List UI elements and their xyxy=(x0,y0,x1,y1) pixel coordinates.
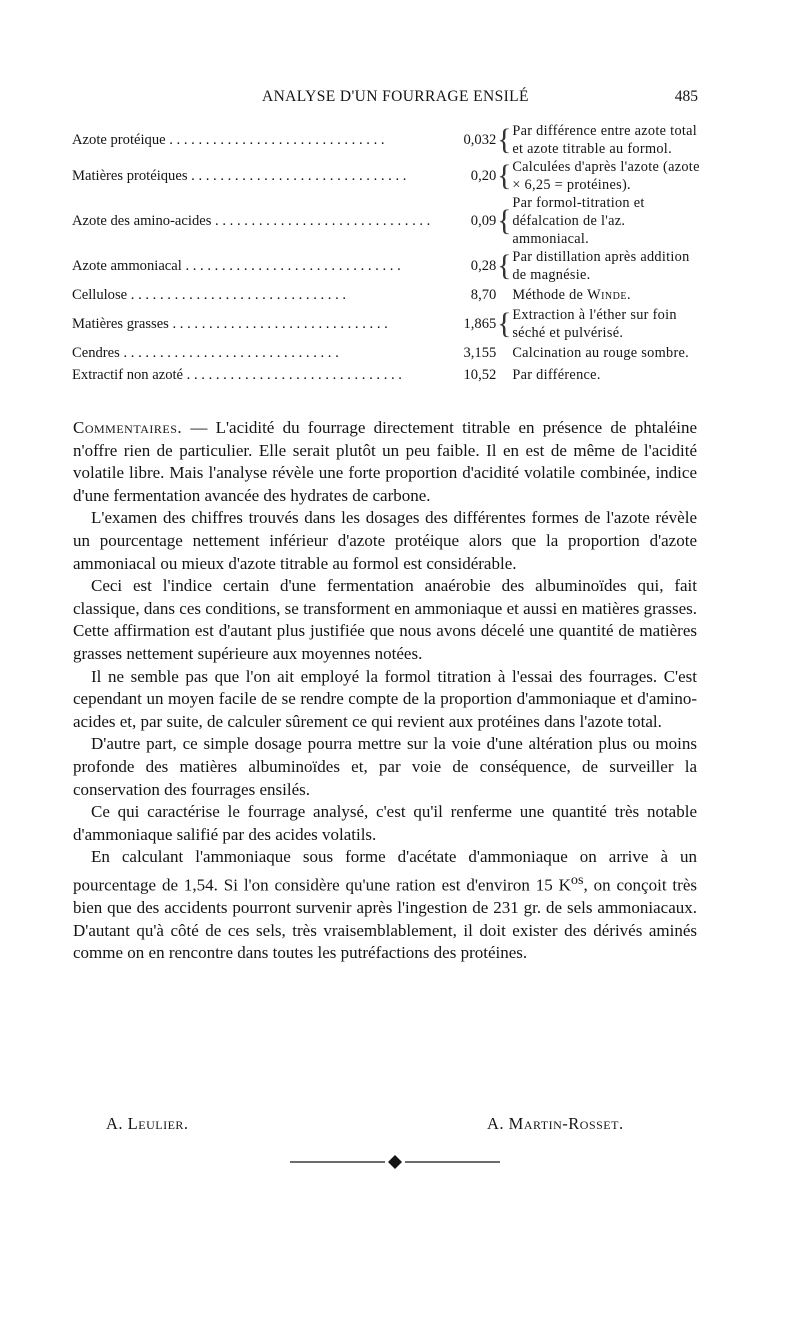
row-value: 8,70 xyxy=(470,287,497,303)
row-note: Extraction à l'éther sur foin séché et pulvérisé. xyxy=(512,307,677,341)
row-label: Cellulose . . . xyxy=(72,284,430,306)
row-note: Par formol-titration et défalcation de l'az. ammoniacal. xyxy=(512,195,645,247)
ornament-divider xyxy=(290,1150,500,1174)
analysis-table xyxy=(72,122,700,386)
row-note: Calcination au rouge sombre. xyxy=(512,345,690,361)
analysis-row xyxy=(72,158,700,194)
row-value: 0,09 xyxy=(470,213,497,229)
row-note: Méthode de Winde. xyxy=(512,287,631,303)
row-note: Par différence entre azote total et azote titrable au formol. xyxy=(512,123,698,157)
row-label: Extractif non azoté . . . xyxy=(72,364,430,386)
superscript: os xyxy=(570,871,584,888)
paragraph: Ce qui caractérise le fourrage analysé, c'est qu'il renferme une quantité très notable d'ammoniaque salifié par des acides volatils. xyxy=(73,802,697,844)
paragraph: L'examen des chiffres trouvés dans les dosages des différentes formes de l'azote révèle un pourcentage nettement inférieur d'azote protéique alors que la proportion d'azote ammoniacal ou mieux d'azote titrable au formol est considérable. xyxy=(73,508,697,573)
section-lead: Commentaires. xyxy=(73,418,183,437)
paragraph: Il ne semble pas que l'on ait employé la formol titration à l'essai des fourrages. C'est cependant un moyen facile de se rendre compte de la proportion d'ammoniaque et d'amino-acides et, par suite, de calculer sûrement ce qui revient aux protéines dans l'azote total. xyxy=(73,666,697,731)
brace-glyph: { xyxy=(497,159,512,192)
analysis-row xyxy=(72,306,700,342)
analysis-row xyxy=(72,364,700,386)
analysis-row xyxy=(72,342,700,364)
brace-glyph: { xyxy=(497,249,512,282)
page-header xyxy=(0,88,800,112)
row-value: 1,865 xyxy=(463,316,497,332)
row-label: Azote ammoniacal . . . xyxy=(72,248,430,284)
row-note: Par différence. xyxy=(512,367,601,383)
analysis-row xyxy=(72,284,700,306)
signature-right: A. Martin-Rosset. xyxy=(487,1114,624,1133)
page-number: 485 xyxy=(674,88,698,105)
paragraph: D'autre part, ce simple dosage pourra mettre sur la voie d'une altération plus ou moins profonde des matières albuminoïdes et, par voie de conséquence, de surveiller la conservation des fourrages ensilés. xyxy=(73,734,697,799)
brace-glyph: { xyxy=(497,204,512,237)
row-label: Matières protéiques . . . xyxy=(72,158,430,194)
row-note: Calculées d'après l'azote (azote × 6,25 = protéines). xyxy=(512,159,700,193)
row-value: 0,032 xyxy=(463,132,497,148)
row-label: Matières grasses . . . xyxy=(72,306,430,342)
author-name: Winde xyxy=(587,287,627,303)
row-note: Par distillation après addition de magnésie. xyxy=(512,249,690,283)
paragraph: Commentaires. — L'acidité du fourrage directement titrable en présence de phtaléine n'offre rien de particulier. Elle serait plutôt un peu faible. Il en est de même de l'acidité volatile libre. Mais l'analyse révèle une forte proportion d'acidité volatile combinée, indice d'une fermentation avancée des hydrates de carbone. xyxy=(73,418,697,505)
row-value: 0,28 xyxy=(470,258,497,274)
analysis-row xyxy=(72,248,700,284)
row-label: Cendres . . . xyxy=(72,342,430,364)
running-title: ANALYSE D'UN FOURRAGE ENSILÉ xyxy=(262,88,529,105)
row-value: 3,155 xyxy=(463,345,497,361)
row-value: 10,52 xyxy=(463,367,497,383)
paragraph: En calculant l'ammoniaque sous forme d'acétate d'ammoniaque on arrive à un pourcentage de 1,54. Si l'on considère qu'une ration est d'environ 15 $K^{os}$, on conçoit très bien que des accidents pourront survenir après l'ingestion de 231 gr. de sels ammoniacaux. D'autant qu'à côté de ces sels, très vraisemblablement, il doit exister des dérivés aminés comme on en rencontre dans toutes les putréfactions des protéines. xyxy=(73,847,697,963)
row-label: Azote protéique . . . xyxy=(72,122,430,158)
row-label: Azote des amino-acides . . . xyxy=(72,194,430,248)
brace-glyph: { xyxy=(497,307,512,340)
signature-left: A. Leulier. xyxy=(106,1114,189,1133)
analysis-row xyxy=(72,122,700,158)
commentary-section xyxy=(73,417,697,965)
row-value: 0,20 xyxy=(470,168,497,184)
paragraph: Ceci est l'indice certain d'une fermentation anaérobie des albuminoïdes qui, fait classique, dans ces conditions, se transforment en ammoniaque et aussi en matières grasses. Cette affirmation est d'autant plus justifiée que nous avons décelé une quantité de matières grasses nettement supérieure aux moyennes notées. xyxy=(73,576,697,663)
brace-glyph: { xyxy=(497,123,512,156)
analysis-row xyxy=(72,194,700,248)
